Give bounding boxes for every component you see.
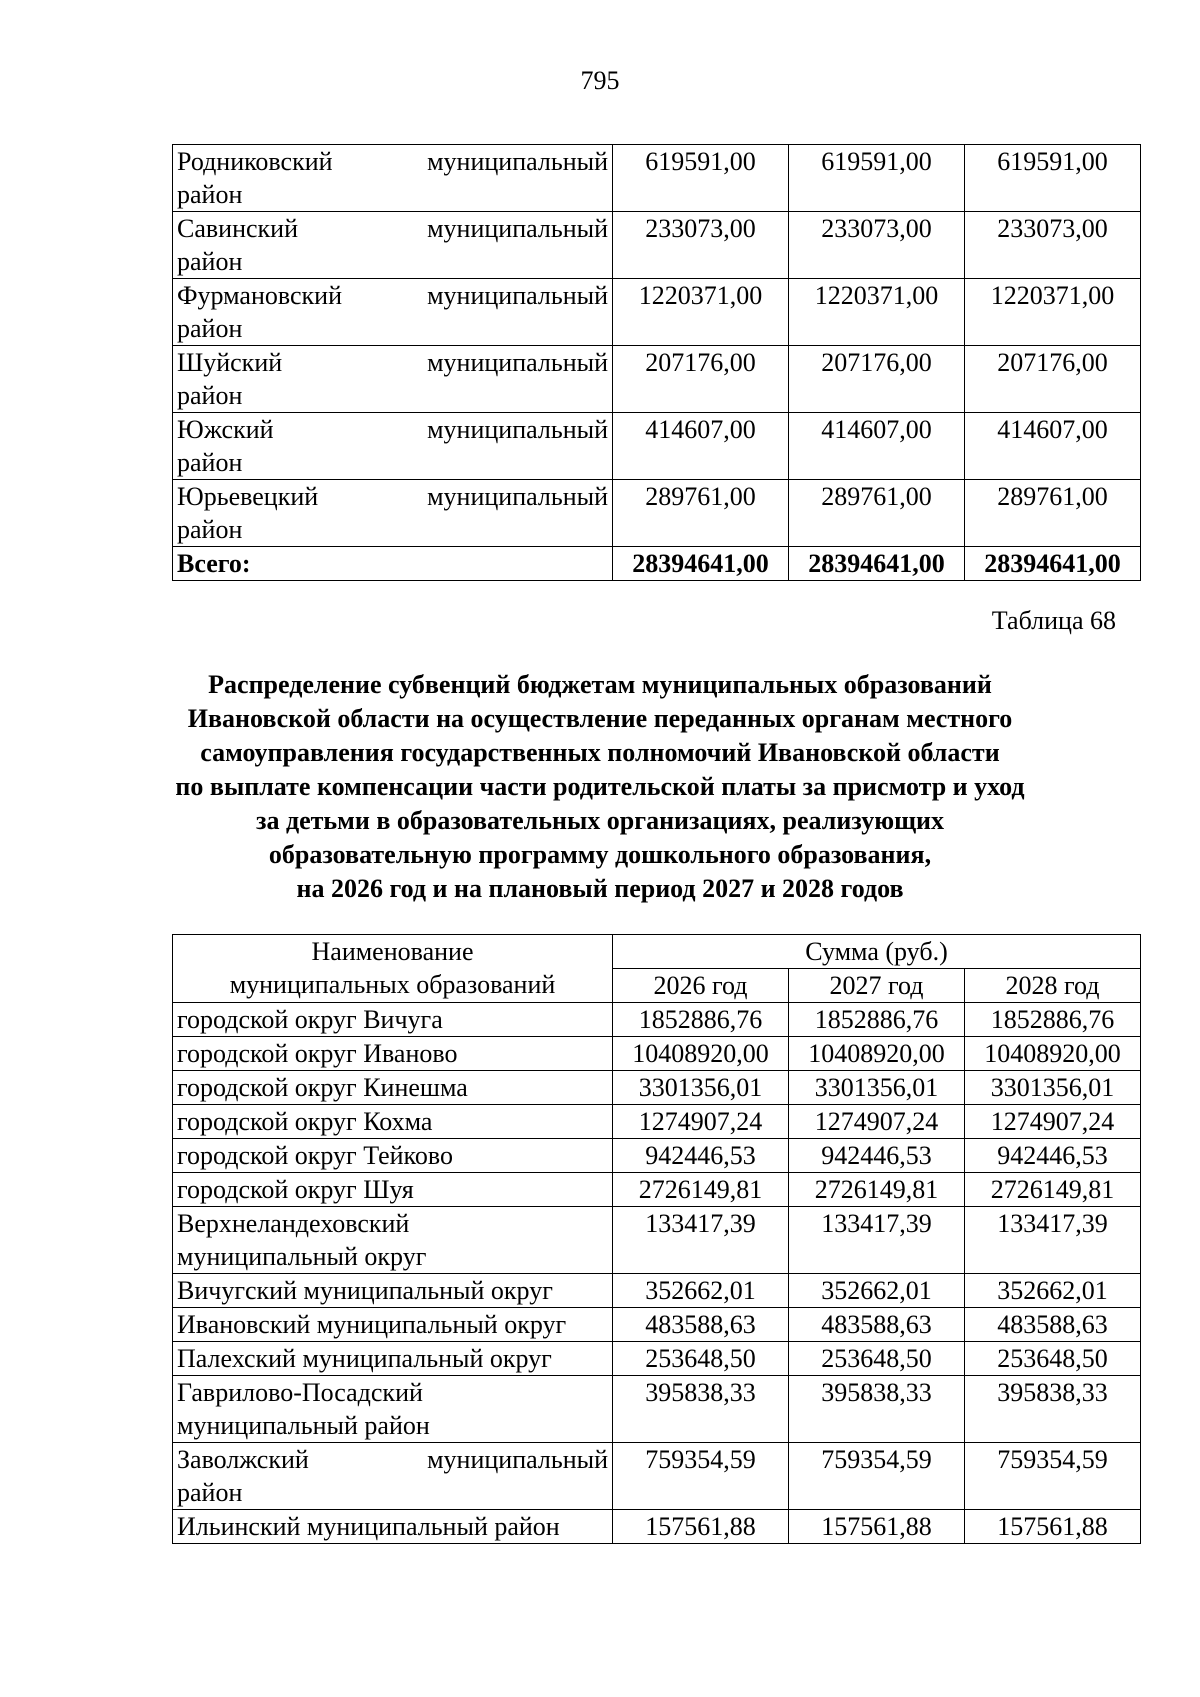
row-name-cell (173, 413, 613, 480)
main-table (172, 934, 1141, 1544)
header-name-line2: муниципальных образований (229, 970, 556, 999)
table-row (173, 346, 1141, 413)
value-2026: 3301356,01 (613, 1071, 789, 1105)
row-name-cell (173, 1308, 613, 1342)
table-row (173, 1510, 1141, 1544)
value-2026: 157561,88 (613, 1510, 789, 1544)
value-2026: 414607,00 (613, 413, 789, 480)
value-2028: 619591,00 (965, 145, 1141, 212)
value-2027: 2726149,81 (789, 1173, 965, 1207)
value-2026: 233073,00 (613, 212, 789, 279)
table-row (173, 480, 1141, 547)
value-2028: 759354,59 (965, 1443, 1141, 1510)
value-2027: 133417,39 (789, 1207, 965, 1274)
table-row (173, 1443, 1141, 1510)
value-2028: 942446,53 (965, 1139, 1141, 1173)
name-line1: городской округ Иваново (177, 1039, 458, 1068)
value-2026: 483588,63 (613, 1308, 789, 1342)
value-2027: 942446,53 (789, 1139, 965, 1173)
row-name-cell (173, 1207, 613, 1274)
name-line1: городской округ Тейково (177, 1141, 453, 1170)
value-2028: 253648,50 (965, 1342, 1141, 1376)
name-first-line (177, 413, 608, 446)
name-line1: Вичугский муниципальный округ (177, 1276, 553, 1305)
value-2026: 942446,53 (613, 1139, 789, 1173)
value-2026: 207176,00 (613, 346, 789, 413)
value-2027: 253648,50 (789, 1342, 965, 1376)
value-2026: 10408920,00 (613, 1037, 789, 1071)
name-word1: Юрьевецкий (177, 482, 319, 511)
name-word1: Южский (177, 415, 274, 444)
name-line1: городской округ Кинешма (177, 1073, 468, 1102)
name-first-line (177, 346, 608, 379)
row-name-cell (173, 480, 613, 547)
table-row (173, 1376, 1141, 1443)
table-row (173, 1037, 1141, 1071)
table-title (140, 668, 1060, 906)
row-name-cell (173, 1376, 613, 1443)
value-2026: 133417,39 (613, 1207, 789, 1274)
value-2028: 395838,33 (965, 1376, 1141, 1443)
title-line: образовательную программу дошкольного образования, (268, 840, 932, 869)
value-2027: 10408920,00 (789, 1037, 965, 1071)
name-word1: Фурмановский (177, 281, 343, 310)
value-2027: 3301356,01 (789, 1071, 965, 1105)
header-name-cell (173, 935, 613, 1003)
value-2027: 483588,63 (789, 1308, 965, 1342)
name-word1: Савинский (177, 214, 298, 243)
value-2026: 2726149,81 (613, 1173, 789, 1207)
name-first-line (177, 279, 608, 312)
table-row (173, 1274, 1141, 1308)
name-word2: муниципальный (427, 348, 608, 377)
name-line1: городской округ Кохма (177, 1107, 433, 1136)
table-row (173, 1308, 1141, 1342)
name-word2: муниципальный (427, 482, 608, 511)
title-line: на 2026 год и на плановый период 2027 и 2028 годов (296, 874, 904, 903)
total-2027: 28394641,00 (789, 547, 965, 581)
name-second-line: район (177, 1478, 243, 1507)
row-name-cell (173, 1173, 613, 1207)
value-2028: 10408920,00 (965, 1037, 1141, 1071)
total-label: Всего: (173, 547, 613, 581)
name-line1: Ивановский муниципальный округ (177, 1310, 567, 1339)
name-second-line: район (177, 515, 243, 544)
name-line1: Гаврилово-Посадский (177, 1378, 423, 1407)
name-word1: Шуйский (177, 348, 283, 377)
name-line1: городской округ Вичуга (177, 1005, 443, 1034)
table-row (173, 145, 1141, 212)
table-row (173, 1207, 1141, 1274)
row-name-cell (173, 1139, 613, 1173)
value-2028: 483588,63 (965, 1308, 1141, 1342)
name-second-line: район (177, 180, 243, 209)
name-first-line (177, 145, 608, 178)
row-name-cell (173, 1274, 613, 1308)
value-2027: 289761,00 (789, 480, 965, 547)
value-2028: 157561,88 (965, 1510, 1141, 1544)
top-table (172, 144, 1141, 581)
value-2026: 1852886,76 (613, 1003, 789, 1037)
table-row (173, 1071, 1141, 1105)
row-name-cell (173, 1037, 613, 1071)
value-2028: 1852886,76 (965, 1003, 1141, 1037)
value-2027: 1852886,76 (789, 1003, 965, 1037)
table-row (173, 1105, 1141, 1139)
value-2028: 1220371,00 (965, 279, 1141, 346)
value-2028: 2726149,81 (965, 1173, 1141, 1207)
title-line: по выплате компенсации части родительской платы за присмотр и уход (175, 772, 1025, 801)
row-name-cell (173, 1443, 613, 1510)
value-2027: 352662,01 (789, 1274, 965, 1308)
row-name-cell (173, 346, 613, 413)
title-line: Распределение субвенций бюджетам муниципальных образований (208, 670, 992, 699)
table-row (173, 413, 1141, 480)
value-2026: 1220371,00 (613, 279, 789, 346)
name-second-line: район (177, 381, 243, 410)
name-first-line (177, 212, 608, 245)
value-2027: 414607,00 (789, 413, 965, 480)
total-2026: 28394641,00 (613, 547, 789, 581)
row-name-cell (173, 279, 613, 346)
name-word2: муниципальный (427, 281, 608, 310)
table-caption: Таблица 68 (991, 606, 1116, 635)
name-line2: муниципальный район (177, 1411, 430, 1440)
row-name-cell (173, 145, 613, 212)
name-word1: Родниковский (177, 147, 333, 176)
value-2028: 1274907,24 (965, 1105, 1141, 1139)
value-2028: 233073,00 (965, 212, 1141, 279)
name-second-line: район (177, 314, 243, 343)
header-year-2026: 2026 год (613, 969, 789, 1003)
value-2027: 233073,00 (789, 212, 965, 279)
name-word1: Заволжский (177, 1445, 309, 1474)
value-2026: 619591,00 (613, 145, 789, 212)
name-line1: Верхнеландеховский (177, 1209, 410, 1238)
table-row (173, 1003, 1141, 1037)
row-name-cell (173, 1003, 613, 1037)
name-line1: Палехский муниципальный округ (177, 1344, 552, 1373)
value-2028: 414607,00 (965, 413, 1141, 480)
value-2027: 207176,00 (789, 346, 965, 413)
header-year-2027: 2027 год (789, 969, 965, 1003)
header-sum: Сумма (руб.) (613, 935, 1141, 969)
value-2027: 395838,33 (789, 1376, 965, 1443)
row-name-cell (173, 1510, 613, 1544)
value-2027: 759354,59 (789, 1443, 965, 1510)
table-row (173, 1342, 1141, 1376)
name-word2: муниципальный (427, 214, 608, 243)
value-2026: 253648,50 (613, 1342, 789, 1376)
header-year-2028: 2028 год (965, 969, 1141, 1003)
name-first-line (177, 480, 608, 513)
name-word2: муниципальный (427, 147, 608, 176)
name-second-line: район (177, 247, 243, 276)
value-2028: 133417,39 (965, 1207, 1141, 1274)
title-line: за детьми в образовательных организациях, реализующих (256, 806, 944, 835)
value-2028: 289761,00 (965, 480, 1141, 547)
table-row (173, 279, 1141, 346)
name-word2: муниципальный (427, 415, 608, 444)
value-2028: 207176,00 (965, 346, 1141, 413)
page-number: 795 (580, 66, 620, 95)
name-line1: Ильинский муниципальный район (177, 1512, 560, 1541)
value-2027: 157561,88 (789, 1510, 965, 1544)
row-name-cell (173, 1071, 613, 1105)
value-2027: 1274907,24 (789, 1105, 965, 1139)
value-2027: 619591,00 (789, 145, 965, 212)
row-name-cell (173, 1105, 613, 1139)
value-2026: 395838,33 (613, 1376, 789, 1443)
value-2026: 1274907,24 (613, 1105, 789, 1139)
name-line1: городской округ Шуя (177, 1175, 414, 1204)
table-row (173, 212, 1141, 279)
name-line2: муниципальный округ (177, 1242, 427, 1271)
value-2026: 352662,01 (613, 1274, 789, 1308)
row-name-cell (173, 212, 613, 279)
title-line: самоуправления государственных полномочий Ивановской области (200, 738, 1000, 767)
total-row (173, 547, 1141, 581)
value-2028: 352662,01 (965, 1274, 1141, 1308)
total-2028: 28394641,00 (965, 547, 1141, 581)
name-second-line: район (177, 448, 243, 477)
header-name-line1: Наименование (311, 937, 474, 966)
value-2028: 3301356,01 (965, 1071, 1141, 1105)
value-2027: 1220371,00 (789, 279, 965, 346)
table-row (173, 1139, 1141, 1173)
table-row (173, 1173, 1141, 1207)
row-name-cell (173, 1342, 613, 1376)
value-2026: 289761,00 (613, 480, 789, 547)
value-2026: 759354,59 (613, 1443, 789, 1510)
title-line: Ивановской области на осуществление переданных органам местного (187, 704, 1013, 733)
name-word2: муниципальный (427, 1445, 608, 1474)
name-first-line (177, 1443, 608, 1476)
